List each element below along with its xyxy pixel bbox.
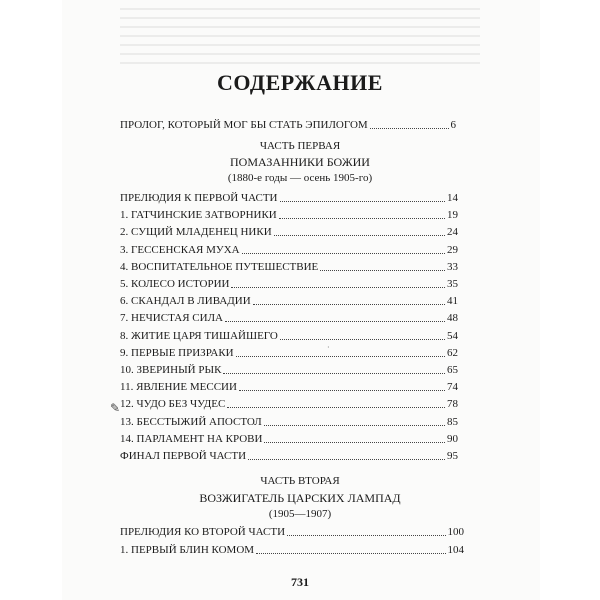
toc-entry-label: 8. ЖИТИЕ ЦАРЯ ТИШАЙШЕГО (120, 329, 278, 342)
page-number: 731 (291, 575, 309, 589)
dot-leader (274, 235, 445, 236)
toc-entry-page: 85 (447, 415, 458, 428)
dot-leader (320, 270, 445, 271)
dot-leader (280, 201, 446, 202)
bleed-through-text (120, 8, 480, 64)
dot-leader (264, 442, 445, 443)
toc-entry-label: 11. ЯВЛЕНИЕ МЕССИИ (120, 381, 237, 394)
toc-entry-page: 14 (447, 192, 458, 204)
toc-entry-label: ПРЕЛЮДИЯ КО ВТОРОЙ ЧАСТИ (120, 526, 286, 538)
dot-leader (239, 390, 445, 391)
toc-entry (120, 259, 458, 274)
toc-entry-label: 1. ПЕРВЫЙ БЛИН КОМОМ (120, 543, 255, 556)
toc-entry (120, 190, 458, 205)
toc-entry-prologue (120, 117, 456, 132)
pencil-mark-icon: ✎ (110, 401, 121, 415)
toc-entry (120, 379, 458, 394)
toc-entry (120, 362, 458, 377)
part2-dates: (1905—1907) (268, 508, 332, 520)
dot-leader (248, 459, 445, 460)
toc-entry-page: 48 (447, 312, 458, 325)
toc-entry-label: 9. ПЕРВЫЕ ПРИЗРАКИ (120, 346, 234, 359)
toc-entry-page: 24 (447, 226, 458, 239)
toc-entry-page: 29 (447, 243, 458, 256)
toc-entry (120, 293, 458, 308)
toc-entry-page: 78 (447, 398, 458, 411)
toc-entry-page: 62 (447, 346, 458, 359)
toc-entry-page: 54 (447, 329, 458, 342)
toc-entry (120, 328, 458, 343)
toc-entry (120, 207, 458, 222)
dot-leader (223, 373, 445, 374)
part2-heading: ЧАСТЬ ВТОРАЯ (260, 475, 340, 487)
toc-entry-page: 104 (447, 543, 464, 556)
toc-entry-page: 95 (447, 450, 458, 462)
toc-entry-page: 33 (447, 260, 458, 273)
toc-entry (120, 396, 458, 411)
toc-entry-label: 5. КОЛЕСО ИСТОРИИ (120, 278, 230, 290)
toc-entry-page: 19 (447, 209, 458, 222)
toc-entry-label: 13. БЕССТЫЖИЙ АПОСТОЛ (120, 415, 262, 428)
toc-entry-label: 3. ГЕССЕНСКАЯ МУХА (120, 243, 240, 256)
dot-leader (225, 321, 445, 322)
toc-entry-page: 65 (447, 364, 458, 376)
dot-leader (264, 425, 445, 426)
toc-entry-page: 90 (447, 432, 458, 445)
toc-entry (120, 310, 458, 325)
toc-entry (120, 431, 458, 446)
toc-entry-label: 7. НЕЧИСТАЯ СИЛА (120, 312, 223, 325)
toc-entry-label: ПРОЛОГ, КОТОРЫЙ МОГ БЫ СТАТЬ ЭПИЛОГОМ (120, 119, 368, 131)
part2-subtitle: ВОЗЖИГАТЕЛЬ ЦАРСКИХ ЛАМПАД (199, 491, 401, 505)
toc-entry-label: 10. ЗВЕРИНЫЙ РЫК (120, 364, 222, 376)
toc-entry (120, 448, 458, 463)
toc-entry-page: 74 (447, 381, 458, 394)
toc-entry-label: 1. ГАТЧИНСКИЕ ЗАТВОРНИКИ (120, 209, 277, 222)
dot-leader (236, 356, 445, 357)
toc-entry-page: 35 (447, 278, 458, 290)
toc-entry-label: 4. ВОСПИТАТЕЛЬНОЕ ПУТЕШЕСТВИЕ (120, 260, 319, 273)
toc-entry-page: 41 (447, 295, 458, 308)
dot-leader (287, 535, 445, 536)
toc-entry-label: 6. СКАНДАЛ В ЛИВАДИИ (120, 295, 251, 308)
toc-entry-label: ФИНАЛ ПЕРВОЙ ЧАСТИ (120, 450, 247, 462)
page-title: СОДЕРЖАНИЕ (217, 70, 383, 95)
toc-entry (120, 524, 464, 539)
toc-entry (120, 414, 458, 429)
toc-entry-label: 14. ПАРЛАМЕНТ НА КРОВИ (120, 432, 263, 445)
toc-entry-label: 2. СУЩИЙ МЛАДЕНЕЦ НИКИ (120, 226, 272, 239)
dot-leader (231, 287, 445, 288)
toc-entry (120, 542, 464, 557)
part1-subtitle: ПОМАЗАННИКИ БОЖИИ (230, 155, 370, 169)
toc-entry (120, 276, 458, 291)
part1-heading: ЧАСТЬ ПЕРВАЯ (259, 140, 341, 152)
dot-leader (280, 339, 445, 340)
stray-mark: · (327, 343, 330, 352)
part1-dates: (1880-е годы — осень 1905-го) (227, 172, 373, 184)
dot-leader (256, 553, 445, 554)
dot-leader (242, 253, 445, 254)
toc-entry-page: 6 (450, 119, 456, 131)
toc-entry (120, 224, 458, 239)
toc-entry-page: 100 (447, 526, 464, 538)
dot-leader (370, 128, 449, 129)
dot-leader (279, 218, 445, 219)
toc-entry (120, 242, 458, 257)
dot-leader (253, 304, 445, 305)
dot-leader (227, 407, 445, 408)
toc-entry-label: ПРЕЛЮДИЯ К ПЕРВОЙ ЧАСТИ (120, 192, 278, 204)
toc-entry (120, 345, 458, 360)
toc-entry-label: 12. ЧУДО БЕЗ ЧУДЕС (120, 398, 226, 411)
